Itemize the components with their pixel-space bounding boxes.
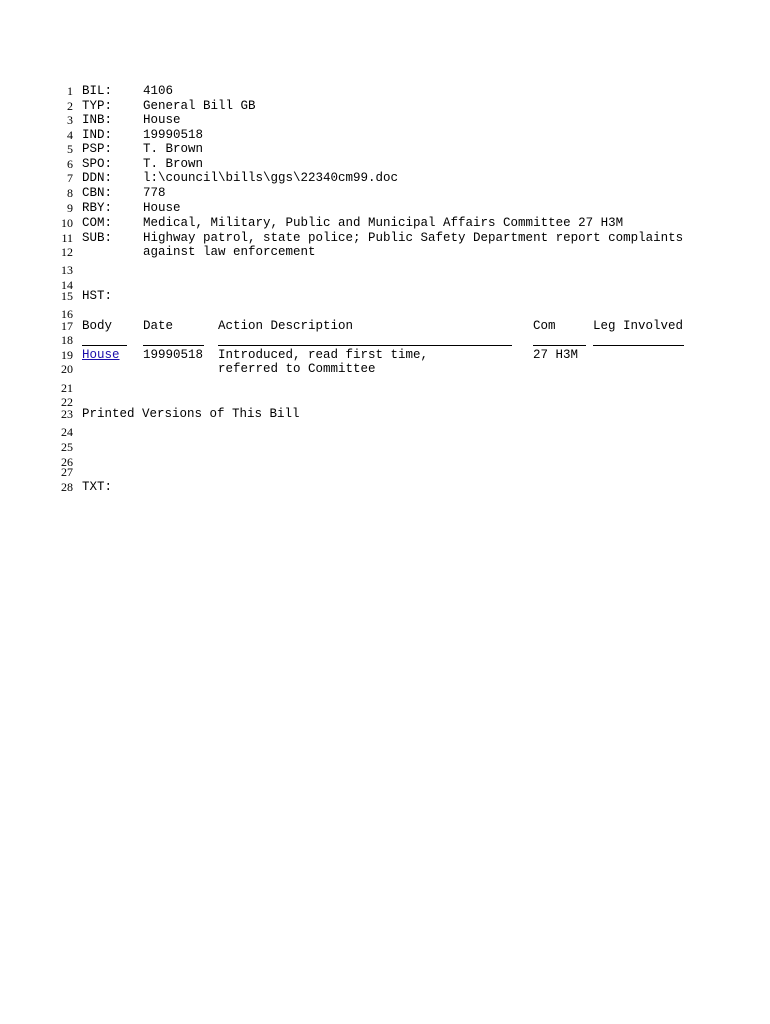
field-key-ind: IND: [82, 128, 113, 142]
line-number: 4 [67, 128, 73, 142]
field-value-sub: Highway patrol, state police; Public Safety Department report complaints [143, 231, 684, 245]
history-header-action: Action Description [218, 319, 354, 333]
line-number: 13 [61, 263, 73, 277]
history-date: 19990518 [143, 348, 204, 362]
line-number: 20 [61, 362, 73, 376]
printed-versions-label: Printed Versions of This Bill [82, 407, 300, 421]
field-value-rby: House [143, 201, 181, 215]
history-header-com: Com [533, 319, 556, 333]
field-value-psp: T. Brown [143, 142, 204, 156]
line-number: 16 [61, 307, 73, 321]
field-key-ddn: DDN: [82, 171, 113, 185]
field-value-ind: 19990518 [143, 128, 204, 142]
line-number: 17 [61, 319, 73, 333]
line-number: 8 [67, 186, 73, 200]
line-number: 5 [67, 142, 73, 156]
field-value-sub-continuation: against law enforcement [143, 245, 316, 259]
field-key-com: COM: [82, 216, 113, 230]
line-number: 18 [61, 333, 73, 347]
divider [218, 345, 512, 346]
text-label: TXT: [82, 480, 113, 494]
line-number: 7 [67, 171, 73, 185]
line-number: 23 [61, 407, 73, 421]
field-key-psp: PSP: [82, 142, 113, 156]
history-label: HST: [82, 289, 113, 303]
field-value-com: Medical, Military, Public and Municipal Affairs Committee 27 H3M [143, 216, 624, 230]
field-value-ddn: l:\council\bills\ggs\22340cm99.doc [143, 171, 399, 185]
line-number: 1 [67, 84, 73, 98]
field-value-inb: House [143, 113, 181, 127]
line-number: 28 [61, 480, 73, 494]
field-key-spo: SPO: [82, 157, 113, 171]
field-value-bil: 4106 [143, 84, 174, 98]
divider [593, 345, 684, 346]
divider [143, 345, 204, 346]
line-number: 11 [61, 231, 73, 245]
line-number: 6 [67, 157, 73, 171]
field-key-typ: TYP: [82, 99, 113, 113]
divider [82, 345, 127, 346]
field-key-inb: INB: [82, 113, 113, 127]
field-value-cbn: 778 [143, 186, 166, 200]
line-number: 3 [67, 113, 73, 127]
history-body-link[interactable]: House [82, 348, 120, 362]
line-number: 26 [61, 455, 73, 469]
line-number: 27 [61, 465, 73, 479]
line-number: 25 [61, 440, 73, 454]
history-action-line-1: Introduced, read first time, [218, 348, 429, 362]
history-header-leg: Leg Involved [593, 319, 684, 333]
divider [533, 345, 586, 346]
line-number: 9 [67, 201, 73, 215]
field-value-spo: T. Brown [143, 157, 204, 171]
history-header-date: Date [143, 319, 174, 333]
history-com: 27 H3M [533, 348, 579, 362]
line-number: 19 [61, 348, 73, 362]
line-number: 21 [61, 381, 73, 395]
field-key-rby: RBY: [82, 201, 113, 215]
field-key-bil: BIL: [82, 84, 113, 98]
line-number: 24 [61, 425, 73, 439]
line-number: 10 [61, 216, 73, 230]
field-key-cbn: CBN: [82, 186, 113, 200]
history-header-body: Body [82, 319, 113, 333]
field-value-typ: General Bill GB [143, 99, 256, 113]
line-number: 12 [61, 245, 73, 259]
line-number: 14 [61, 278, 73, 292]
field-key-sub: SUB: [82, 231, 113, 245]
line-number: 15 [61, 289, 73, 303]
line-number: 2 [67, 99, 73, 113]
history-action-line-2: referred to Committee [218, 362, 376, 376]
line-number: 22 [61, 395, 73, 409]
